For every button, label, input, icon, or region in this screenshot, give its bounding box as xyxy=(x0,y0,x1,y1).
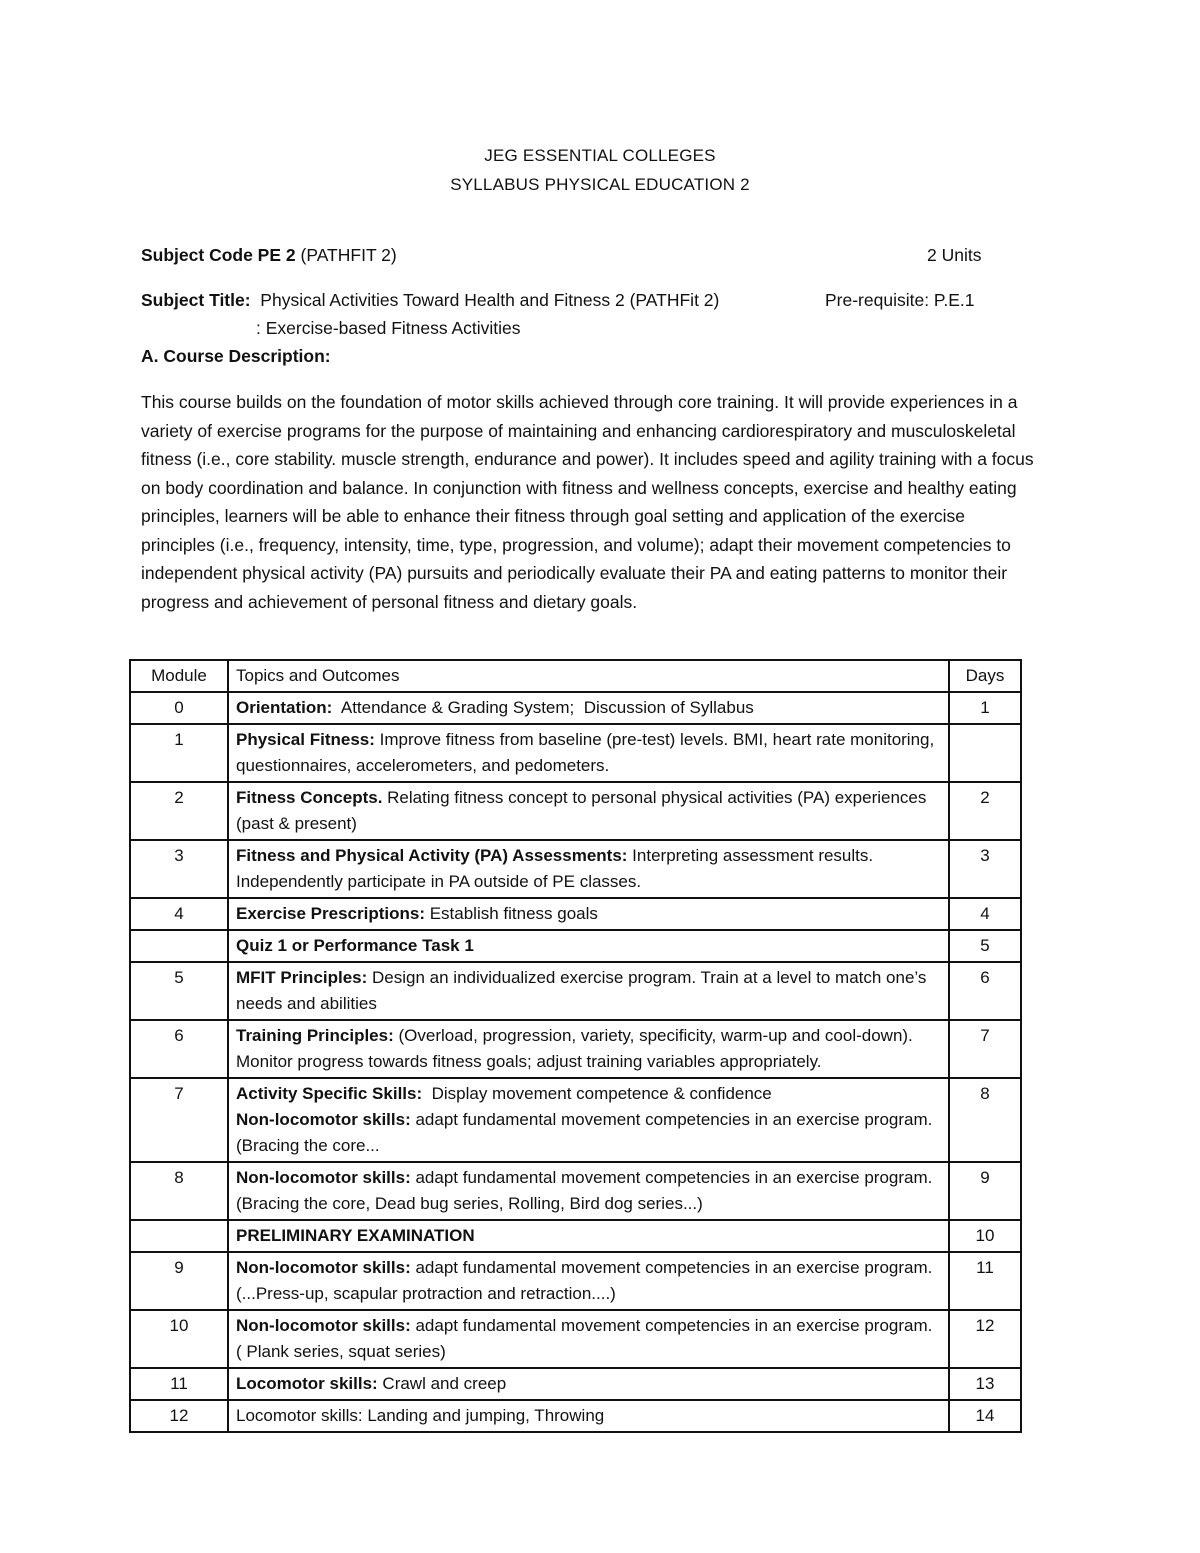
subject-code xyxy=(141,245,397,266)
table-row xyxy=(130,962,1021,1020)
topic-heading: Exercise Prescriptions: xyxy=(236,904,425,923)
topic-cell xyxy=(228,1078,949,1162)
table-row xyxy=(130,930,1021,962)
topic-cell xyxy=(228,1220,949,1252)
document-title: SYLLABUS PHYSICAL EDUCATION 2 xyxy=(450,175,750,194)
days-cell: 12 xyxy=(949,1310,1021,1368)
days-cell: 3 xyxy=(949,840,1021,898)
days-cell: 9 xyxy=(949,1162,1021,1220)
institution-name: JEG ESSENTIAL COLLEGES xyxy=(484,146,716,165)
module-cell xyxy=(130,930,228,962)
days-cell: 14 xyxy=(949,1400,1021,1432)
topic-heading: Fitness Concepts. xyxy=(236,788,383,807)
topic-text: Display movement competence & confidence xyxy=(422,1084,772,1103)
topic-text: Crawl and creep xyxy=(377,1374,507,1393)
table-row xyxy=(130,1220,1021,1252)
table-row xyxy=(130,1368,1021,1400)
table-row xyxy=(130,1078,1021,1162)
topic-cell xyxy=(228,1310,949,1368)
module-cell: 0 xyxy=(130,692,228,724)
topic-cell xyxy=(228,1020,949,1078)
topic-heading: Training Principles: xyxy=(236,1026,394,1045)
topic-text: adapt fundamental movement competencies in an exercise program. (Bracing the core, Dead bug series, Rolling, Bird dog series...) xyxy=(236,1168,938,1213)
module-cell: 2 xyxy=(130,782,228,840)
table-row xyxy=(130,1020,1021,1078)
module-cell: 1 xyxy=(130,724,228,782)
module-cell: 3 xyxy=(130,840,228,898)
module-cell: 10 xyxy=(130,1310,228,1368)
table-row xyxy=(130,898,1021,930)
topic-cell xyxy=(228,1162,949,1220)
subject-title xyxy=(141,290,719,311)
topic-text: Establish fitness goals xyxy=(424,904,598,923)
topic-heading: Non-locomotor skills: xyxy=(236,1168,411,1187)
subject-units: 2 Units xyxy=(927,245,982,265)
topic-text: Improve fitness from baseline (pre-test) levels. BMI, heart rate monitoring, questionnaires, accelerometers, and pedometers. xyxy=(236,730,939,775)
topic-text: Attendance & Grading System; Discussion of Syllabus xyxy=(332,698,754,717)
days-cell: 11 xyxy=(949,1252,1021,1310)
topic-heading: PRELIMINARY EXAMINATION xyxy=(236,1226,475,1245)
days-cell: 2 xyxy=(949,782,1021,840)
topic-cell xyxy=(228,1400,949,1432)
module-cell: 12 xyxy=(130,1400,228,1432)
prerequisite: Pre-requisite: P.E.1 xyxy=(825,290,975,310)
topic-heading: Orientation: xyxy=(236,698,333,717)
topic-cell xyxy=(228,692,949,724)
subject-title-subline: : Exercise-based Fitness Activities xyxy=(256,318,521,338)
module-cell: 9 xyxy=(130,1252,228,1310)
topic-text: (Overload, progression, variety, specificity, warm-up and cool-down). Monitor progress towards fitness goals; adjust training variables appropriately. xyxy=(236,1026,918,1071)
module-cell: 6 xyxy=(130,1020,228,1078)
days-cell: 13 xyxy=(949,1368,1021,1400)
days-cell: 8 xyxy=(949,1078,1021,1162)
topic-cell xyxy=(228,962,949,1020)
topic-heading: Non-locomotor skills: xyxy=(236,1316,411,1335)
topic-cell xyxy=(228,930,949,962)
table-row xyxy=(130,724,1021,782)
topic-heading: Physical Fitness: xyxy=(236,730,375,749)
course-description-text: This course builds on the foundation of motor skills achieved through core training. It will provide experiences in a variety of exercise programs for the purpose of maintaining and enhancing cardiorespiratory and musculoskeletal fitness (i.e., core stability. muscle strength, endurance and power). It includes speed and agility training with a focus on body coordination and balance. In conjunction with fitness and wellness concepts, exercise and healthy eating principles, learners will be able to enhance their fitness through goal setting and application of the exercise principles (i.e., frequency, intensity, time, type, progression, and volume); adapt their movement competencies to independent physical activity (PA) pursuits and periodically evaluate their PA and eating patterns to monitor their progress and achievement of personal fitness and dietary goals. xyxy=(141,392,1034,612)
table-row xyxy=(130,840,1021,898)
topic-heading: Non-locomotor skills: xyxy=(236,1258,411,1277)
subject-code-label: Subject Code PE 2 xyxy=(141,245,296,265)
topic-cell xyxy=(228,724,949,782)
days-cell: 4 xyxy=(949,898,1021,930)
table-row xyxy=(130,1310,1021,1368)
module-cell: 11 xyxy=(130,1368,228,1400)
module-cell: 7 xyxy=(130,1078,228,1162)
topic-cell xyxy=(228,782,949,840)
days-cell: 5 xyxy=(949,930,1021,962)
topic-text-secondary: adapt fundamental movement competencies in an exercise program. (Bracing the core... xyxy=(236,1110,933,1155)
header-days: Days xyxy=(949,660,1021,692)
topic-heading-secondary: Non-locomotor skills: xyxy=(236,1110,411,1129)
module-cell: 4 xyxy=(130,898,228,930)
topic-heading: MFIT Principles: xyxy=(236,968,368,987)
topic-text: Locomotor skills: Landing and jumping, Throwing xyxy=(236,1406,605,1425)
topic-text: Relating fitness concept to personal physical activities (PA) experiences (past & present) xyxy=(236,788,932,833)
topic-text: adapt fundamental movement competencies in an exercise program. ( Plank series, squat series) xyxy=(236,1316,938,1361)
topic-heading: Locomotor skills: xyxy=(236,1374,378,1393)
header-module: Module xyxy=(130,660,228,692)
module-cell xyxy=(130,1220,228,1252)
module-cell: 8 xyxy=(130,1162,228,1220)
topic-text: Design an individualized exercise program. Train at a level to match one’s needs and abilities xyxy=(236,968,932,1013)
topic-cell xyxy=(228,898,949,930)
topic-text: adapt fundamental movement competencies in an exercise program. (...Press-up, scapular protraction and retraction....) xyxy=(236,1258,938,1303)
topic-cell xyxy=(228,840,949,898)
topic-cell xyxy=(228,1252,949,1310)
course-description-heading: A. Course Description: xyxy=(141,346,331,366)
header-topics: Topics and Outcomes xyxy=(228,660,949,692)
syllabus-table xyxy=(129,659,1022,1433)
subject-title-label: Subject Title: xyxy=(141,290,251,310)
table-header-row xyxy=(130,660,1021,692)
topic-heading: Quiz 1 or Performance Task 1 xyxy=(236,936,474,955)
days-cell xyxy=(949,724,1021,782)
subject-code-value: (PATHFIT 2) xyxy=(295,245,397,265)
topic-cell xyxy=(228,1368,949,1400)
days-cell: 6 xyxy=(949,962,1021,1020)
days-cell: 7 xyxy=(949,1020,1021,1078)
topic-text: Interpreting assessment results. Independently participate in PA outside of PE classes. xyxy=(236,846,878,891)
table-row xyxy=(130,1252,1021,1310)
subject-title-value: Physical Activities Toward Health and Fitness 2 (PATHFit 2) xyxy=(260,290,720,310)
table-row xyxy=(130,782,1021,840)
topic-heading: Fitness and Physical Activity (PA) Assessments: xyxy=(236,846,628,865)
table-row xyxy=(130,1400,1021,1432)
topic-heading: Activity Specific Skills: xyxy=(236,1084,423,1103)
days-cell: 10 xyxy=(949,1220,1021,1252)
days-cell: 1 xyxy=(949,692,1021,724)
table-row xyxy=(130,692,1021,724)
module-cell: 5 xyxy=(130,962,228,1020)
table-row xyxy=(130,1162,1021,1220)
